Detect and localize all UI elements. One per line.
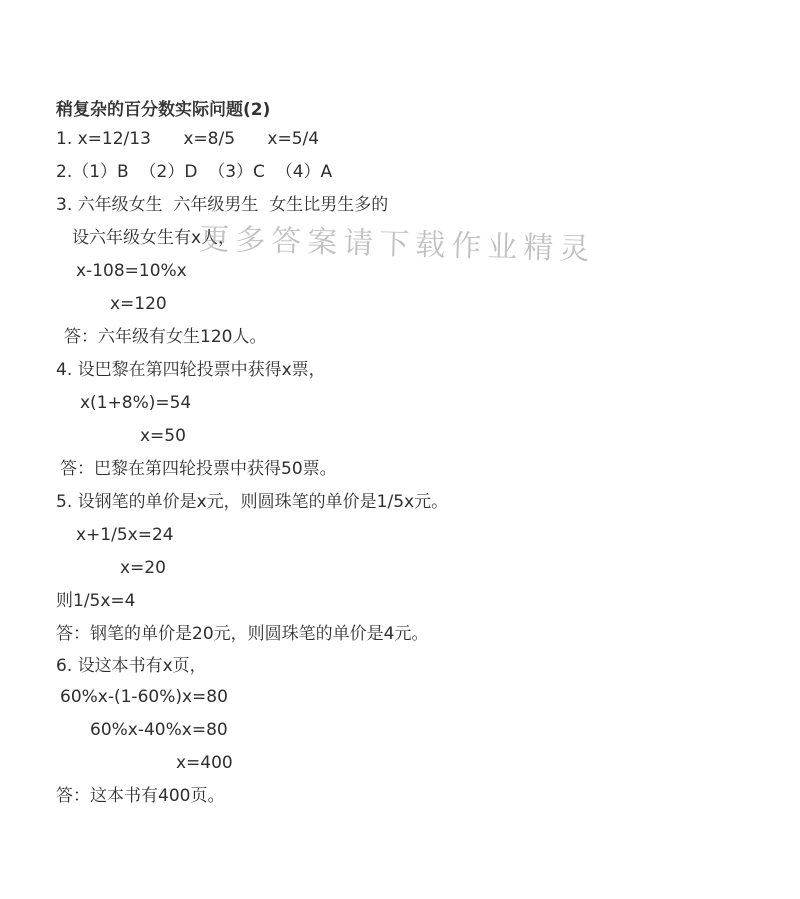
answer-line-3: 3. 六年级女生 六年级男生 女生比男生多的 — [56, 195, 389, 215]
answer-line-6: 6. 设这本书有x页， — [56, 656, 207, 676]
answer-line-2: 2.（1）B （2）D （3）C （4）A — [56, 162, 333, 182]
equation-line: x(1+8%)=54 — [80, 393, 192, 413]
answer-statement: 答：六年级有女生120人。 — [64, 327, 267, 347]
equation-line: x=400 — [176, 753, 233, 773]
equation-line: 60%x-(1-60%)x=80 — [60, 687, 228, 707]
page-title: 稍复杂的百分数实际问题(2) — [56, 100, 271, 120]
equation-line: x=120 — [110, 294, 167, 314]
answer-statement: 答：巴黎在第四轮投票中获得50票。 — [60, 459, 337, 479]
answer-line-1: 1. x=12/13 x=8/5 x=5/4 — [56, 129, 320, 149]
answer-statement: 答：钢笔的单价是20元，则圆珠笔的单价是4元。 — [56, 624, 429, 644]
watermark: 更多答案请下载作业精灵 — [198, 221, 596, 268]
equation-line: x-108=10%x — [76, 261, 187, 281]
solution-line: 设六年级女生有x人， — [72, 228, 236, 248]
equation-line: x=20 — [120, 558, 166, 578]
answer-line-5: 5. 设钢笔的单价是x元，则圆珠笔的单价是1/5x元。 — [56, 492, 449, 512]
equation-line: 60%x-40%x=80 — [90, 720, 228, 740]
equation-line: x+1/5x=24 — [76, 525, 174, 545]
answer-line-4: 4. 设巴黎在第四轮投票中获得x票， — [56, 360, 326, 380]
equation-line: x=50 — [140, 426, 186, 446]
equation-line: 则1/5x=4 — [56, 591, 136, 611]
answer-statement: 答：这本书有400页。 — [56, 786, 225, 806]
